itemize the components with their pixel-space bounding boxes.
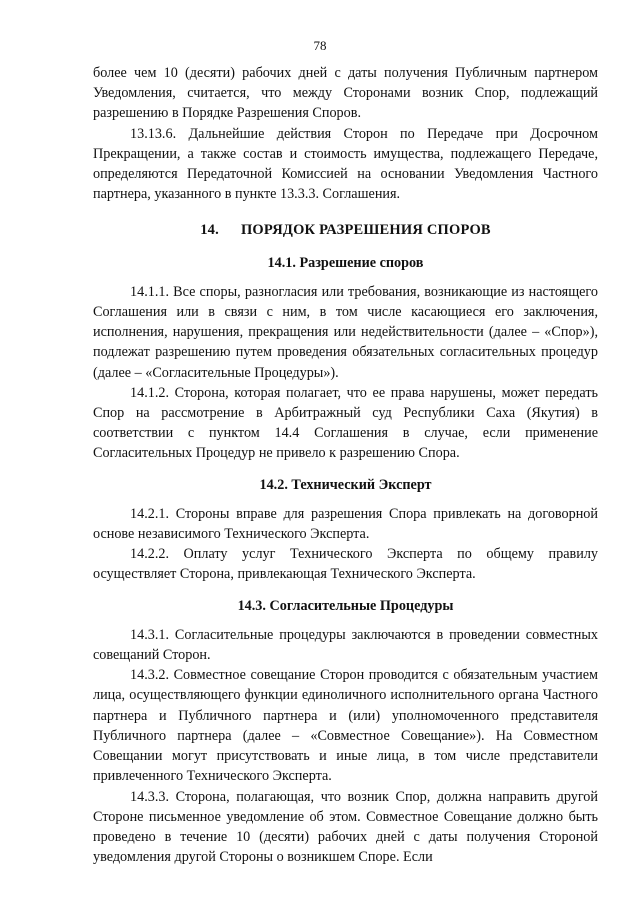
paragraph-14-2-2: 14.2.2. Оплату услуг Технического Эксперта по общему правилу осуществляет Сторона, привлекающая Технического Эксперта. [93,546,598,583]
paragraph-14-3-2: 14.3.2. Совместное совещание Сторон проводится с обязательным участием лица, осуществляющего функции единоличного исполнительного органа Частного партнера и Публичного партнера и (или) уполномоченного представителя Публичного партнера (далее – «Совместное Совещание»). На Совместном Совещании могут присутствовать и иные лица, в том числе представители привлеченного Технического Эксперта. [93,667,598,785]
section-heading-14 [93,220,598,240]
paragraph-14-1-2: 14.1.2. Сторона, которая полагает, что ее права нарушены, может передать Спор на рассмотрение в Арбитражный суд Республики Саха (Якутия) в соответствии с пунктом 14.4 Соглашения в случае, если применение Согласительных Процедур не привело к разрешению Спора. [93,384,598,462]
page-number: 78 [313,38,327,53]
subsection-heading-14-3: 14.3. Согласительные Процедуры [237,597,454,614]
paragraph-continuation: более чем 10 (десяти) рабочих дней с даты получения Публичным партнером Уведомления, считается, что между Сторонами возник Спор, подлежащий разрешению в Порядке Разрешения Споров. [93,65,598,122]
paragraph-14-3-1: 14.3.1. Согласительные процедуры заключаются в проведении совместных совещаний Сторон. [93,626,598,664]
page-content [93,63,598,867]
section-title: ПОРЯДОК РАЗРЕШЕНИЯ СПОРОВ [240,222,491,239]
section-number: 14. [200,222,219,239]
paragraph-14-1-1: 14.1.1. Все споры, разногласия или требования, возникающие из настоящего Соглашения или в связи с ним, в том числе касающиеся его заключения, исполнения, нарушения, прекращения или недействительности (далее – «Спор»), подлежат разрешению путем проведения обязательных согласительных процедур (далее – «Согласительные Процедуры»). [93,283,598,381]
subsection-heading-14-1: 14.1. Разрешение споров [267,254,424,271]
paragraph-14-2-1: 14.2.1. Стороны вправе для разрешения Спора привлекать на договорной основе независимого Технического Эксперта. [93,505,598,543]
paragraph-13-13-6: 13.13.6. Дальнейшие действия Сторон по Передаче при Досрочном Прекращении, а также состав и стоимость имущества, подлежащего Передаче, определяются Передаточной Комиссией на основании Уведомления Частного партнера, указанного в пункте 13.3.3. Соглашения. [93,125,598,203]
paragraph-14-3-3: 14.3.3. Сторона, полагающая, что возник Спор, должна направить другой Стороне письменное уведомление об этом. Совместное Совещание должно быть проведено в течение 10 (десяти) рабочих дней с даты получения Стороной уведомления другой Стороны о возникшем Споре. Если [93,788,598,866]
subsection-heading-14-2: 14.2. Технический Эксперт [259,476,432,493]
